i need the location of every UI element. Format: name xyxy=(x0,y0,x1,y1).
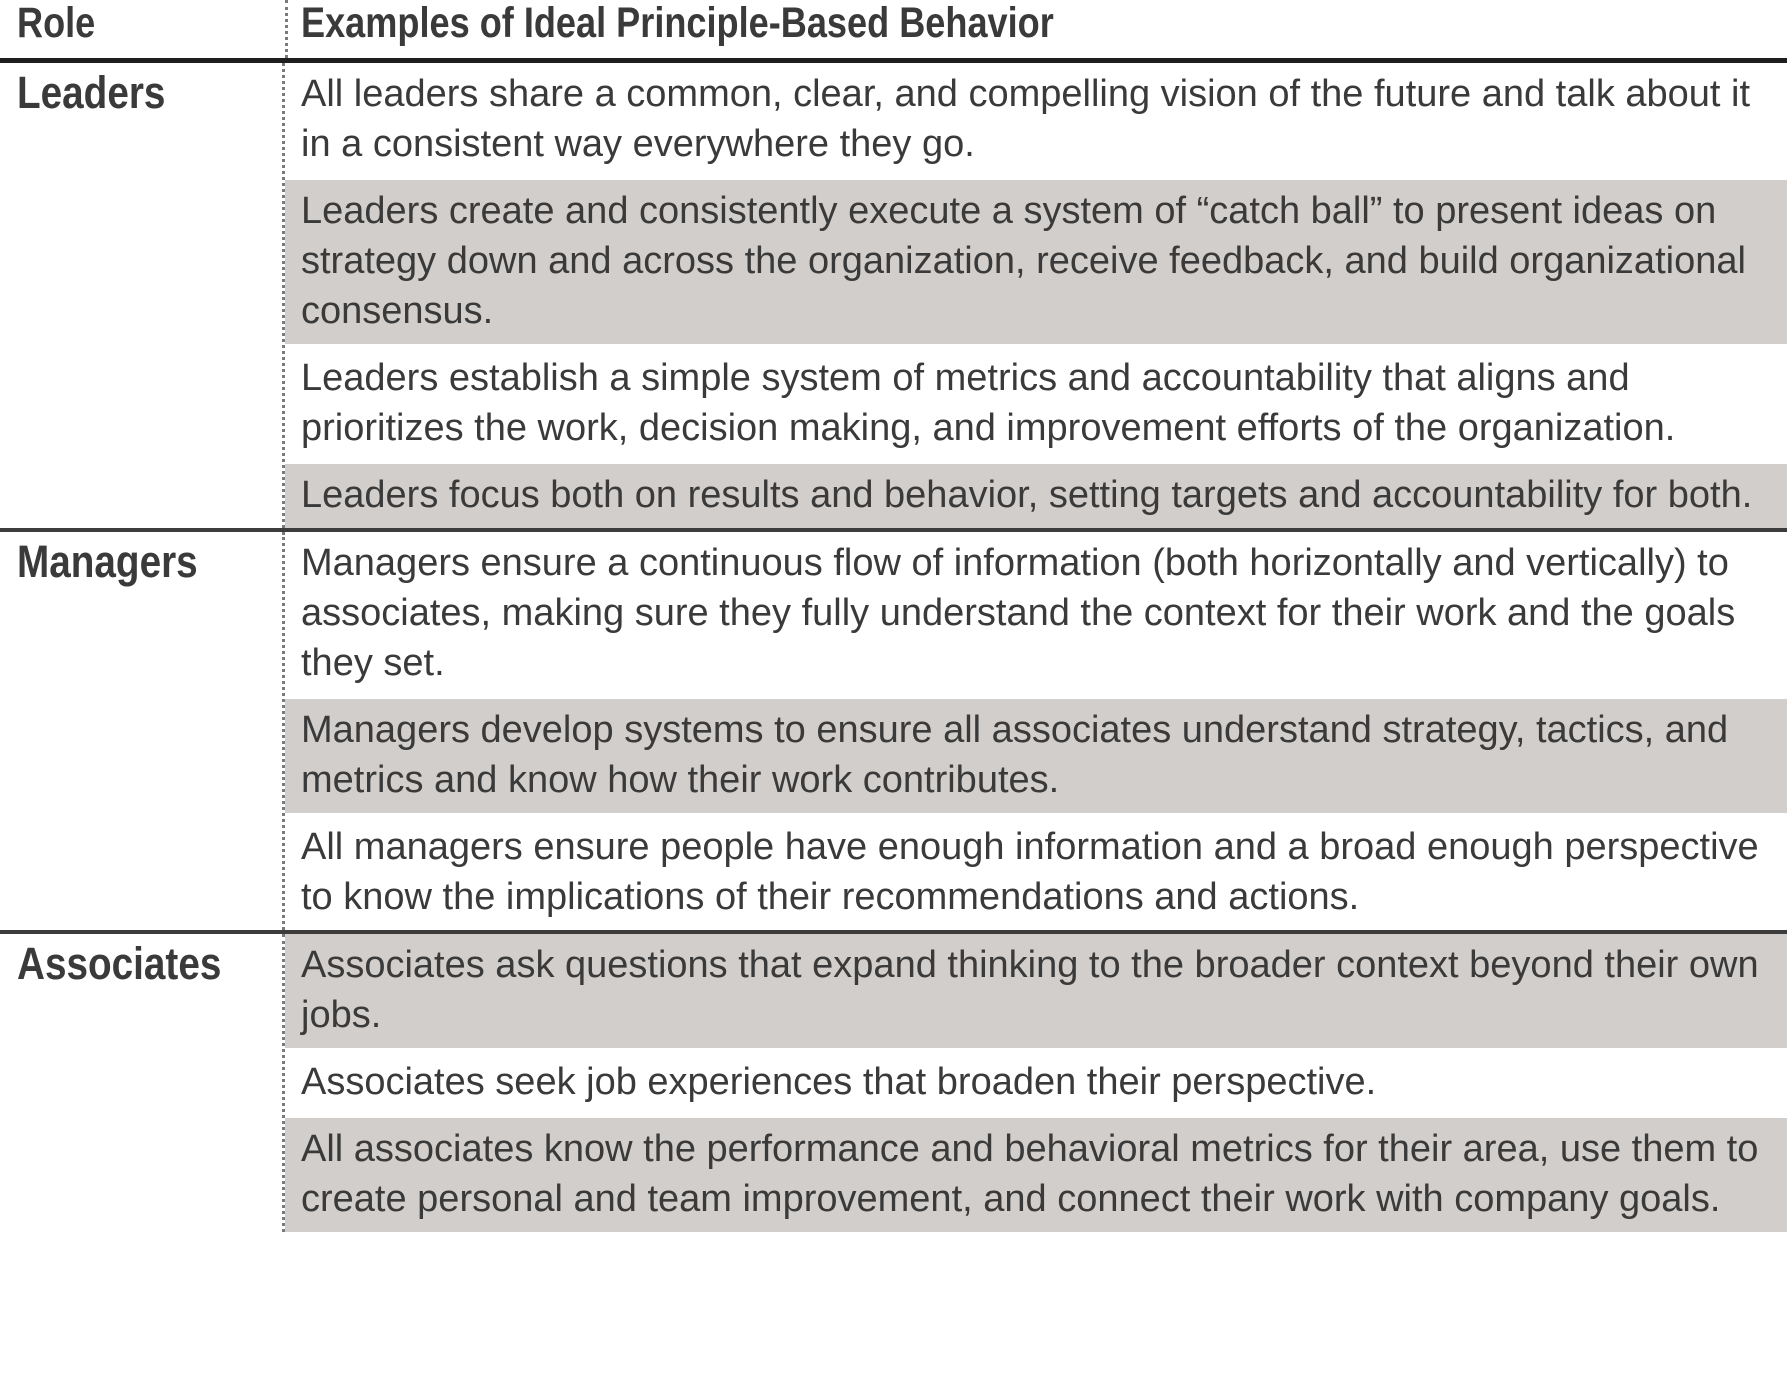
behavior-row: Leaders create and consistently execute a system of “catch ball” to present ideas on strategy down and across the organization, receive feedback, and build organizational consensus. xyxy=(285,177,1787,344)
behavior-row: Managers develop systems to ensure all associates understand strategy, tactics, and metrics and know how their work contributes. xyxy=(285,696,1787,813)
behavior-row: All associates know the performance and behavioral metrics for their area, use them to create personal and team improvement, and connect their work with company goals. xyxy=(285,1115,1787,1232)
header-divider xyxy=(285,0,288,58)
behavior-rows xyxy=(285,934,1787,1232)
header-role: Role xyxy=(17,0,96,47)
behavior-rows xyxy=(285,63,1787,528)
group-leaders xyxy=(0,63,1787,532)
role-cell xyxy=(0,532,285,930)
behavior-rows xyxy=(285,532,1787,930)
behavior-row: Associates seek job experiences that broaden their perspective. xyxy=(285,1048,1787,1115)
behavior-row: All managers ensure people have enough information and a broad enough perspective to know the implications of their recommendations and actions. xyxy=(285,813,1787,930)
behavior-row: Associates ask questions that expand thinking to the broader context beyond their own jobs. xyxy=(285,934,1787,1048)
role-label-leaders: Leaders xyxy=(17,67,166,118)
role-label-managers: Managers xyxy=(17,536,198,587)
behavior-row: All leaders share a common, clear, and compelling vision of the future and talk about it in a consistent way everywhere they go. xyxy=(285,63,1787,177)
behavior-row: Managers ensure a continuous flow of information (both horizontally and vertically) to associates, making sure they fully understand the context for their work and the goals they set. xyxy=(285,532,1787,696)
role-cell xyxy=(0,63,285,528)
role-label-associates: Associates xyxy=(17,938,222,989)
behavior-row: Leaders focus both on results and behavior, setting targets and accountability for both. xyxy=(285,461,1787,528)
group-associates xyxy=(0,934,1787,1232)
group-managers xyxy=(0,532,1787,934)
header-examples: Examples of Ideal Principle-Based Behavior xyxy=(301,0,1054,47)
role-cell xyxy=(0,934,285,1232)
table-header xyxy=(0,0,1787,63)
behavior-row: Leaders establish a simple system of metrics and accountability that aligns and prioritizes the work, decision making, and improvement efforts of the organization. xyxy=(285,344,1787,461)
